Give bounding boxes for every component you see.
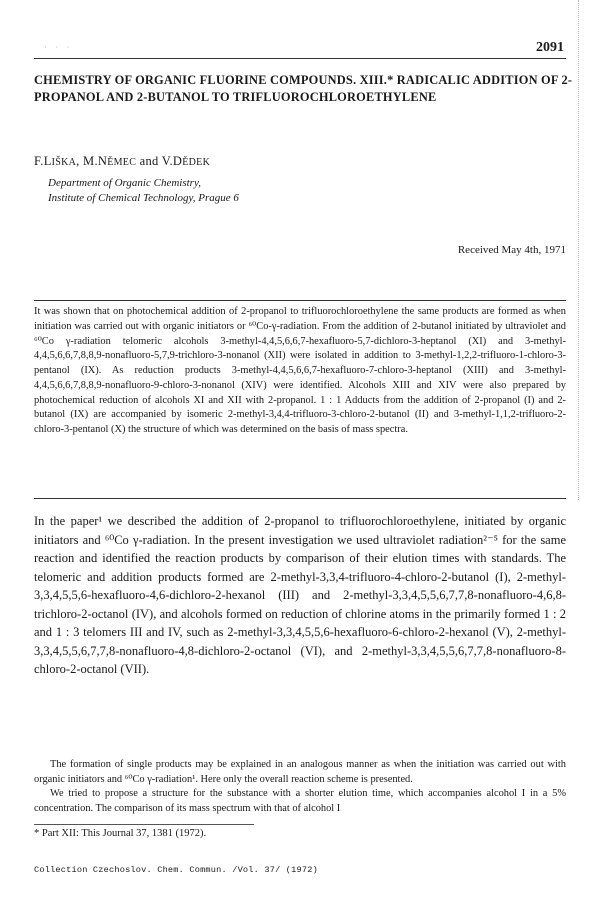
- abstract-rule-top: [34, 300, 566, 301]
- page-number: 2091: [536, 40, 564, 55]
- affiliation-department: Department of Organic Chemistry,: [48, 177, 201, 189]
- abstract-rule-bottom: [34, 498, 566, 499]
- article-title: CHEMISTRY OF ORGANIC FLUORINE COMPOUNDS. XIII.* RADICALIC ADDITION OF 2-PROPANOL AND 2-BUTANOL TO TRIFLUOROCHLOROETHYLENE: [34, 73, 573, 104]
- author-3: V.DĚDEK: [161, 154, 211, 168]
- body-section-2: [34, 758, 566, 816]
- scan-edge-mark: [578, 0, 580, 500]
- body-paragraph-2b: We tried to propose a structure for the substance with a shorter elution time, which accompanies alcohol I in a 5% concentration. The comparison of its mass spectrum with that of alcohol I: [34, 788, 566, 814]
- body-paragraph-2a: The formation of single products may be explained in an analogous manner as when the initiation was carried out with organic initiators and ⁶⁰Co γ-radiation¹. Here only the overall reaction scheme is presented.: [34, 759, 566, 785]
- journal-footer: Collection Czechoslov. Chem. Commun. /Vol. 37/ (1972): [34, 865, 318, 875]
- affiliation-institute: Institute of Chemical Technology, Prague 6: [48, 192, 239, 204]
- faint-running-mark: · · ·: [44, 42, 73, 52]
- body-paragraph-1: In the paper¹ we described the addition of 2-propanol to trifluorochloroethylene, initiated by organic initiators and ⁶⁰Co γ-radiation. In the present investigation we used ultraviolet radiation²⁻⁵ for the same reaction and identified the reaction products by comparison of their elution times with standards. The telomeric and addition products formed are 2-methyl-3,3,4-trifluoro-4-chloro-2-butanol (I), 2-methyl-3,3,4,5,5,6-hexafluoro-4,6-dichloro-2-hexanol (III) and 2-methyl-3,3,4,5,5,6,7,7,8-nonafluoro-4,6,8-trichloro-2-octanol (IV), and alcohols formed on reduction of chlorine atoms in the primarily formed 1 : 2 and 1 : 3 telomers III and IV, such as 2-methyl-3,3,4,5,5,6-hexafluoro-6-chloro-2-hexanol (V), 2-methyl-3,3,4,5,5,6,7,7,8-nonafluoro-4,8-dichloro-2-octanol (VI), and 2-methyl-3,3,4,5,5,6,7,7,8-nonafluoro-8-chloro-2-octanol (VII).: [34, 514, 566, 676]
- footnote-rule: [34, 824, 254, 825]
- header-rule: [34, 58, 566, 59]
- received-date: Received May 4th, 1971: [457, 244, 566, 256]
- author-2: M.NĚMEC: [83, 154, 137, 168]
- author-1: F.LIŠKA: [34, 154, 77, 168]
- abstract: It was shown that on photochemical addition of 2-propanol to trifluorochloroethylene the same products are formed as when initiation was carried out with organic initiators or ⁶⁰Co-γ-radiation. From the addition of 2-butanol initiated by ultraviolet and ⁶⁰Co γ-radiation telomeric alcohols 3-methyl-4,4,5,6,6,7-hexafluoro-5,7-dichloro-3-heptanol (XI) and 3-methyl-4,4,5,6,6,7,8,8,9-nonafluoro-5,7,9-trichloro-3-nonanol (XII) were isolated in addition to 3-methyl-1,2,2-trifluoro-1-chloro-3-pentanol (IX). As reduction products 3-methyl-4,4,5,6,6,7-hexafluoro-7-chloro-3-heptanol (XIII) and 3-methyl-4,4,5,6,6,7,8,8,9-nonafluoro-9-chloro-3-nonanol (XIV) were identified. Alcohols XIII and XIV were also prepared by photochemical reduction of alcohols XI and XII with 2-propanol. 1 : 1 Adducts from the addition of 2-propanol (I) and 2-butanol (IX) are accompanied by isomeric 2-methyl-3,4,4-trifluoro-3-chloro-2-butanol (II) and 3-methyl-1,1,2-trifluoro-2-chloro-3-pentanol (X) the structure of which was determined on the basis of mass spectra.: [34, 306, 566, 435]
- footnote: * Part XII: This Journal 37, 1381 (1972).: [34, 828, 207, 839]
- author-list: F.LIŠKA, M.NĚMEC and V.DĚDEK: [34, 154, 211, 168]
- affiliation: [48, 176, 239, 206]
